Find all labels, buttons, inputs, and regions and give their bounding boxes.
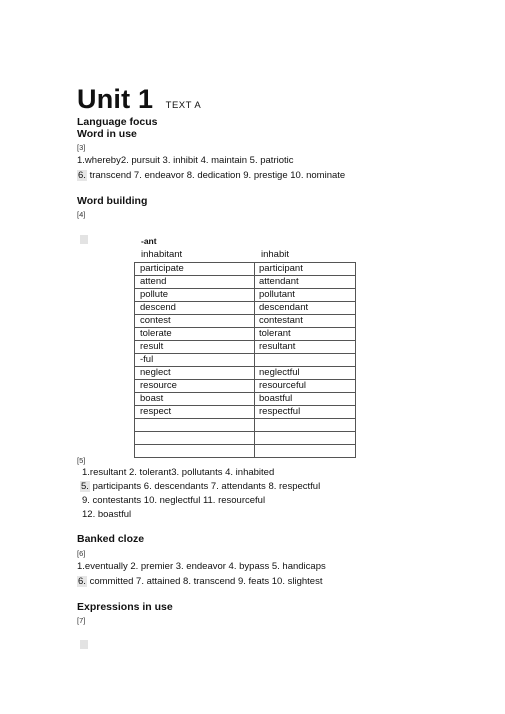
table-cell-derived-word: participant — [255, 263, 356, 276]
grey-placeholder-square — [80, 235, 88, 244]
word-in-use-heading: Word in use — [77, 128, 137, 140]
language-focus-heading: Language focus — [77, 116, 158, 128]
table-row — [135, 276, 356, 289]
word-in-use-line-2 — [77, 170, 345, 181]
exercise-5-line-2-text: participants 6. descendants 7. attendants 8. respectful — [89, 481, 321, 492]
expressions-in-use-heading: Expressions in use — [77, 601, 173, 613]
table-cell-base-word: respect — [135, 406, 255, 419]
table-row — [135, 289, 356, 302]
table-cell-derived-word: contestant — [255, 315, 356, 328]
table-cell-base-word — [135, 432, 255, 445]
exercise-5-line-4: 12. boastful — [82, 509, 132, 520]
table-row — [135, 315, 356, 328]
banked-cloze-line-1: 1.eventually 2. premier 3. endeavor 4. bypass 5. handicaps — [77, 561, 326, 572]
highlight-number: 6. — [78, 576, 86, 587]
table-cell-base-word: neglect — [135, 367, 255, 380]
table-cell-base-word — [135, 445, 255, 458]
table-row — [135, 432, 356, 445]
table-row — [135, 406, 356, 419]
table-cell-base-word: resource — [135, 380, 255, 393]
table-cell-base-word: pollute — [135, 289, 255, 302]
exercise-7-ref: [7] — [77, 616, 86, 625]
unit-title: Unit 1 — [77, 84, 154, 114]
exercise-5-line-3: 9. contestants 10. neglectful 11. resourceful — [82, 495, 266, 506]
banked-cloze-heading: Banked cloze — [77, 533, 145, 545]
exercise-3-ref: [3] — [77, 143, 86, 152]
table-cell-derived-word: neglectful — [255, 367, 356, 380]
table-cell-base-word: participate — [135, 263, 255, 276]
banked-cloze-line-2-text: committed 7. attained 8. transcend 9. feats 10. slightest — [86, 576, 323, 587]
table-cell-base-word: tolerate — [135, 328, 255, 341]
table-cell-derived-word: tolerant — [255, 328, 356, 341]
table-cell-derived-word — [255, 445, 356, 458]
table-cell-base-word: descend — [135, 302, 255, 315]
table-cell-base-word: result — [135, 341, 255, 354]
table-row — [135, 380, 356, 393]
exercise-5-ref: [5] — [77, 456, 86, 465]
table-row — [135, 263, 356, 276]
word-building-table-body — [135, 263, 356, 458]
table-cell-base-word: contest — [135, 315, 255, 328]
unit-title-row — [77, 84, 201, 115]
table-row — [135, 445, 356, 458]
header-word-inhabit: inhabit — [261, 249, 289, 260]
highlight-number: 6. — [78, 170, 86, 181]
exercise-5-line-2 — [80, 481, 320, 492]
text-label: TEXT A — [165, 100, 202, 111]
table-cell-base-word: boast — [135, 393, 255, 406]
word-in-use-line-2-text: transcend 7. endeavor 8. dedication 9. prestige 10. nominate — [86, 170, 346, 181]
table-cell-derived-word: attendant — [255, 276, 356, 289]
table-cell-base-word — [135, 419, 255, 432]
table-cell-derived-word — [255, 432, 356, 445]
word-building-table — [134, 262, 356, 458]
banked-cloze-line-2 — [77, 576, 322, 587]
table-cell-base-word: attend — [135, 276, 255, 289]
table-cell-derived-word: resultant — [255, 341, 356, 354]
exercise-4-ref: [4] — [77, 210, 86, 219]
table-cell-derived-word — [255, 354, 356, 367]
header-word-inhabitant: inhabitant — [141, 249, 183, 260]
word-building-heading: Word building — [77, 195, 148, 207]
table-row — [135, 341, 356, 354]
grey-placeholder-square — [80, 640, 88, 649]
table-cell-derived-word: boastful — [255, 393, 356, 406]
table-row — [135, 419, 356, 432]
highlight-number: 5. — [81, 481, 89, 492]
table-cell-derived-word: pollutant — [255, 289, 356, 302]
suffix-ant-label: -ant — [141, 236, 157, 246]
table-row — [135, 354, 356, 367]
exercise-5-line-1: 1.resultant 2. tolerant3. pollutants 4. inhabited — [82, 467, 275, 478]
word-in-use-line-1: 1.whereby2. pursuit 3. inhibit 4. maintain 5. patriotic — [77, 155, 294, 166]
table-cell-base-word: -ful — [135, 354, 255, 367]
table-row — [135, 302, 356, 315]
table-row — [135, 393, 356, 406]
table-cell-derived-word: descendant — [255, 302, 356, 315]
table-cell-derived-word — [255, 419, 356, 432]
table-cell-derived-word: respectful — [255, 406, 356, 419]
table-row — [135, 328, 356, 341]
exercise-6-ref: [6] — [77, 549, 86, 558]
table-cell-derived-word: resourceful — [255, 380, 356, 393]
table-row — [135, 367, 356, 380]
